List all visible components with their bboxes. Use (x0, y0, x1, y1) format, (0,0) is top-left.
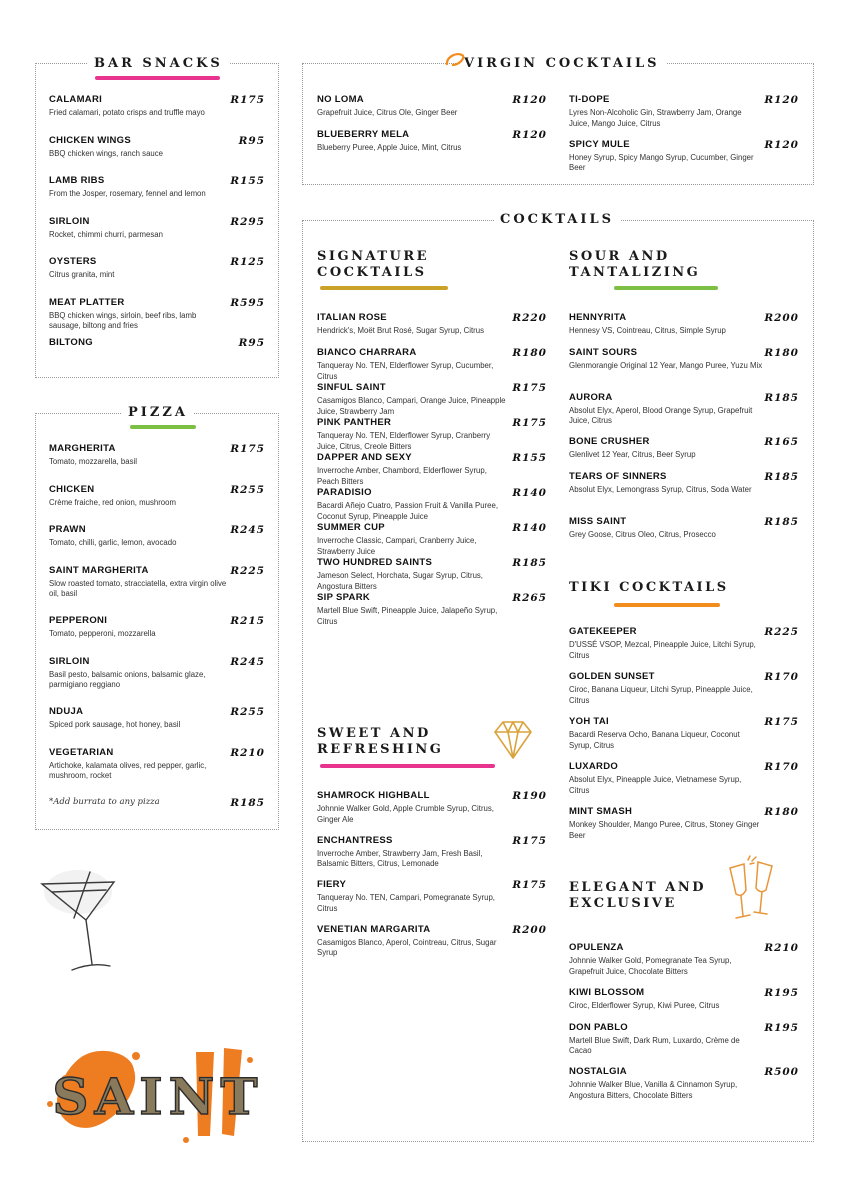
menu-item-name: OPULENZA (569, 942, 624, 953)
menu-item-name: SIP SPARK (317, 592, 371, 603)
menu-item-name: NDUJA (49, 706, 84, 717)
menu-item (569, 139, 799, 174)
signature-brush (320, 286, 448, 290)
menu-item-price: R180 (764, 347, 799, 359)
menu-item (569, 761, 799, 796)
menu-item (317, 129, 547, 154)
menu-item-price: R180 (764, 806, 799, 818)
menu-item-name: GOLDEN SUNSET (569, 671, 655, 682)
menu-item (569, 392, 799, 427)
menu-item-desc: Tomato, chilli, garlic, lemon, avocado (49, 538, 177, 547)
menu-item (569, 312, 799, 337)
menu-item-name: KIWI BLOSSOM (569, 986, 645, 998)
menu-item (317, 790, 547, 825)
pizza-note: *Add burrata to any pizza (49, 797, 160, 807)
menu-item-desc: Tanqueray No. TEN, Elderflower Syrup, Cucumber, Citrus (317, 361, 494, 381)
menu-item (569, 516, 799, 541)
menu-item-desc: Inverroche Amber, Chambord, Elderflower Syrup, Peach Bitters (317, 466, 487, 486)
menu-item-desc: Slow roasted tomato, stracciatella, extra virgin olive oil, basil (49, 578, 227, 598)
menu-item-desc: Crème fraiche, red onion, mushroom (49, 497, 176, 507)
menu-item-name: GATEKEEPER (569, 626, 637, 637)
menu-item-desc: Ciroc, Banana Liqueur, Litchi Syrup, Pineapple Juice, Citrus (569, 685, 753, 705)
bar-snacks-brush (95, 76, 220, 80)
menu-item-desc: Basil pesto, balsamic onions, balsamic glaze, parmigiano reggiano (49, 669, 206, 689)
menu-item (569, 436, 799, 461)
menu-item-price: R120 (764, 94, 799, 106)
menu-item-price: R95 (238, 134, 265, 147)
menu-item-desc: Honey Syrup, Spicy Mango Syrup, Cucumber, Ginger Beer (569, 152, 754, 172)
virgin-title: VIRGIN COCKTAILS (458, 56, 666, 71)
menu-item-name: LUXARDO (569, 761, 619, 772)
menu-item-price: R190 (512, 790, 547, 802)
elegant-heading: ELEGANT AND EXCLUSIVE (569, 880, 706, 911)
menu-item-name: YOH TAI (569, 716, 609, 727)
menu-item-name: TI-DOPE (569, 94, 610, 105)
menu-item (317, 557, 547, 592)
menu-item-desc: Casamigos Blanco, Aperol, Cointreau, Citrus, Sugar Syrup (317, 937, 497, 957)
menu-item-price: R140 (512, 487, 547, 499)
menu-item (317, 94, 547, 119)
champagne-glasses-icon (720, 854, 790, 926)
menu-item-price: R210 (764, 942, 799, 954)
menu-item (569, 671, 799, 706)
orange-swirl-icon (444, 51, 468, 69)
menu-item-price: R295 (230, 215, 265, 228)
menu-item-name: DAPPER AND SEXY (317, 452, 412, 463)
pizza-title: PIZZA (122, 405, 194, 420)
menu-item (569, 94, 799, 129)
menu-item-price: R175 (230, 94, 265, 106)
menu-item-name: HENNYRITA (569, 312, 627, 323)
menu-item (317, 835, 547, 870)
menu-item-price: R185 (764, 471, 799, 483)
menu-item (49, 175, 265, 200)
menu-item (49, 297, 265, 332)
menu-item-price: R255 (230, 483, 265, 496)
menu-item (317, 382, 547, 417)
menu-item-desc: Tomato, pepperoni, mozzarella (49, 629, 156, 638)
menu-item (569, 942, 799, 977)
menu-item (49, 256, 265, 281)
sour-brush (614, 286, 718, 290)
menu-item-name: SUMMER CUP (317, 522, 385, 533)
menu-item-price: R140 (512, 522, 547, 534)
menu-item-desc: Tomato, mozzarella, basil (49, 457, 137, 466)
menu-item (49, 656, 265, 691)
menu-item-desc: Grey Goose, Citrus Oleo, Citrus, Prosecco (569, 529, 716, 539)
pizza-note-price: R185 (230, 797, 265, 809)
menu-item-desc: Lyres Non-Alcoholic Gin, Strawberry Jam, Orange Juice, Mango Juice, Citrus (569, 108, 742, 128)
menu-item-desc: Rocket, chimmi churri, parmesan (49, 229, 163, 239)
menu-item-price: R200 (512, 923, 547, 936)
menu-item-name: ITALIAN ROSE (317, 312, 387, 323)
menu-item-name: PARADISIO (317, 487, 372, 498)
menu-item-desc: Spiced pork sausage, hot honey, basil (49, 720, 181, 729)
menu-item-name: PRAWN (49, 524, 86, 535)
menu-item-name: DON PABLO (569, 1021, 628, 1033)
menu-item-price: R175 (512, 417, 547, 429)
menu-item-desc: Johnnie Walker Gold, Apple Crumble Syrup, Citrus, Ginger Ale (317, 804, 494, 824)
menu-item-desc: Glenlivet 12 Year, Citrus, Beer Syrup (569, 450, 696, 459)
menu-item (317, 487, 547, 522)
menu-item-price: R185 (764, 391, 799, 404)
menu-item-desc: Glenmorangie Original 12 Year, Mango Puree, Yuzu Mix (569, 361, 763, 370)
menu-item-name: SIRLOIN (49, 655, 90, 667)
menu-item-name: OYSTERS (49, 256, 97, 267)
menu-item-desc: Ciroc, Elderflower Syrup, Kiwi Puree, Citrus (569, 1000, 720, 1010)
pizza-note-row (49, 797, 265, 807)
menu-item-name: BIANCO CHARRARA (317, 347, 417, 358)
menu-item (49, 135, 265, 160)
menu-item-price: R225 (230, 564, 265, 577)
menu-item-price: R175 (512, 834, 547, 847)
menu-item (317, 879, 547, 914)
menu-item-price: R245 (230, 524, 265, 536)
menu-item-name: CALAMARI (49, 94, 103, 105)
menu-item (49, 706, 265, 731)
menu-item-name: SHAMROCK HIGHBALL (317, 790, 430, 801)
menu-item-desc: D'USSÉ VSOP, Mezcal, Pineapple Juice, Litchi Syrup, Citrus (569, 640, 756, 660)
menu-item (569, 347, 799, 372)
menu-item-desc: BBQ chicken wings, ranch sauce (49, 148, 163, 158)
menu-item-price: R125 (230, 256, 265, 268)
menu-item-name: BLUEBERRY MELA (317, 129, 410, 140)
menu-item-name: CHICKEN (49, 483, 95, 495)
menu-item-price: R175 (512, 382, 547, 394)
menu-item-price: R120 (512, 129, 547, 141)
menu-item-name: SINFUL SAINT (317, 382, 386, 393)
menu-item-price: R120 (512, 94, 547, 106)
menu-item (317, 417, 547, 452)
menu-item (317, 312, 547, 337)
menu-item-desc: Absolut Elyx, Pineapple Juice, Vietnamese Syrup, Citrus (569, 775, 742, 795)
menu-item-price: R175 (764, 716, 799, 728)
pizza-brush (130, 425, 196, 429)
menu-item-name: SPICY MULE (569, 138, 630, 150)
menu-item-desc: Citrus granita, mint (49, 270, 115, 279)
menu-item-price: R185 (512, 557, 547, 569)
menu-item-desc: Jameson Select, Horchata, Sugar Syrup, Citrus, Angostura Bitters (317, 571, 483, 591)
menu-item-name: LAMB RIBS (49, 175, 105, 186)
menu-item (569, 716, 799, 751)
menu-item (569, 626, 799, 661)
menu-item (317, 452, 547, 487)
menu-item-name: TWO HUNDRED SAINTS (317, 557, 433, 568)
menu-item-name: BILTONG (49, 337, 93, 348)
menu-item-name: TEARS OF SINNERS (569, 471, 667, 482)
sour-heading: SOUR AND TANTALIZING (569, 249, 701, 280)
menu-item-price: R210 (230, 746, 265, 759)
menu-item-desc: Monkey Shoulder, Mango Puree, Citrus, Stoney Ginger Beer (569, 820, 760, 840)
diamond-icon (487, 718, 537, 766)
menu-item (49, 443, 265, 468)
sweet-brush (320, 764, 495, 768)
menu-item-desc: Bacardi Añejo Cuatro, Passion Fruit & Vanilla Puree, Coconut Syrup, Pineapple Juice (317, 501, 499, 521)
cocktails-title: COCKTAILS (494, 212, 620, 227)
menu-item-desc: Grapefruit Juice, Citrus Ole, Ginger Beer (317, 108, 458, 117)
menu-item-desc: Hendrick's, Moët Brut Rosé, Sugar Syrup, Citrus (317, 326, 485, 335)
menu-item (317, 924, 547, 959)
menu-item-desc: Tanqueray No. TEN, Campari, Pomegranate Syrup, Citrus (317, 893, 495, 913)
menu-item-price: R120 (764, 138, 799, 151)
menu-item-name: PINK PANTHER (317, 417, 392, 428)
menu-item-price: R170 (764, 671, 799, 683)
martini-glass-icon (30, 862, 125, 980)
menu-item-desc: Casamigos Blanco, Campari, Orange Juice, Pineapple Juice, Strawberry Jam (317, 396, 506, 416)
menu-item-price: R180 (512, 347, 547, 359)
menu-item (49, 565, 265, 600)
menu-item (569, 471, 799, 496)
menu-item (569, 806, 799, 841)
menu-item-price: R225 (764, 626, 799, 638)
menu-item-desc: Tanqueray No. TEN, Elderflower Syrup, Cranberry Juice, Citrus, Creole Bitters (317, 431, 491, 451)
menu-item-price: R155 (230, 175, 265, 187)
menu-item-name: VENETIAN MARGARITA (317, 923, 431, 935)
sweet-heading: SWEET AND REFRESHING (317, 726, 444, 757)
menu-item-desc: Johnnie Walker Blue, Vanilla & Cinnamon Syrup, Angostura Bitters, Chocolate Bitters (569, 1080, 738, 1100)
menu-item-desc: Absolut Elyx, Lemongrass Syrup, Citrus, Soda Water (569, 485, 752, 494)
menu-item (49, 337, 265, 348)
menu-item-price: R245 (230, 655, 265, 668)
menu-item-price: R95 (238, 337, 265, 349)
menu-item-name: NO LOMA (317, 94, 364, 105)
menu-item-price: R195 (764, 986, 799, 999)
menu-item (317, 347, 547, 382)
menu-item-desc: BBQ chicken wings, sirloin, beef ribs, lamb sausage, biltong and fries (49, 310, 197, 330)
menu-item-name: NOSTALGIA (569, 1066, 627, 1077)
menu-item-price: R195 (764, 1021, 799, 1034)
menu-item (569, 987, 799, 1012)
menu-item-price: R175 (230, 443, 265, 455)
menu-item-name: MISS SAINT (569, 515, 627, 527)
menu-item-price: R500 (764, 1066, 799, 1078)
menu-item-name: SAINT SOURS (569, 347, 638, 358)
menu-item-name: MEAT PLATTER (49, 296, 125, 308)
menu-item-name: SIRLOIN (49, 215, 90, 227)
menu-item-name: SAINT MARGHERITA (49, 564, 149, 576)
menu-item (49, 484, 265, 509)
menu-item (49, 216, 265, 241)
menu-item-price: R200 (764, 312, 799, 324)
menu-item-desc: Artichoke, kalamata olives, red pepper, garlic, mushroom, rocket (49, 760, 207, 780)
menu-item-name: CHICKEN WINGS (49, 134, 132, 146)
menu-item-name: VEGETARIAN (49, 746, 114, 758)
menu-item-price: R265 (512, 592, 547, 604)
menu-item (49, 615, 265, 640)
menu-item-desc: Inverroche Classic, Campari, Cranberry Juice, Strawberry Juice (317, 536, 477, 556)
menu-item-price: R595 (230, 296, 265, 309)
menu-item (317, 592, 547, 627)
menu-item (569, 1022, 799, 1057)
menu-item-name: PEPPERONI (49, 615, 108, 626)
menu-item-price: R155 (512, 452, 547, 464)
menu-item (49, 94, 265, 119)
menu-item-name: FIERY (317, 879, 347, 890)
menu-item-desc: Absolut Elyx, Aperol, Blood Orange Syrup, Grapefruit Juice, Citrus (569, 405, 753, 425)
menu-item (49, 747, 265, 782)
bar-snacks-title: BAR SNACKS (88, 56, 229, 71)
menu-item-name: BONE CRUSHER (569, 436, 650, 447)
menu-item-desc: Martell Blue Swift, Dark Rum, Luxardo, Crème de Cacao (569, 1035, 740, 1055)
menu-item-desc: Fried calamari, potato crisps and truffle mayo (49, 108, 205, 117)
menu-item-desc: Martell Blue Swift, Pineapple Juice, Jalapeño Syrup, Citrus (317, 606, 498, 626)
tiki-brush (614, 603, 720, 607)
saint-logo-text: SAINT (52, 1067, 264, 1126)
menu-item (317, 522, 547, 557)
menu-item-price: R220 (512, 312, 547, 324)
menu-item-desc: Blueberry Puree, Apple Juice, Mint, Citrus (317, 143, 462, 152)
menu-item-name: MARGHERITA (49, 443, 116, 454)
menu-item-price: R185 (764, 515, 799, 528)
menu-item-desc: Johnnie Walker Gold, Pomegranate Tea Syrup, Grapefruit Juice, Chocolate Bitters (569, 956, 732, 976)
menu-item-price: R170 (764, 761, 799, 773)
menu-item-desc: Inverroche Amber, Strawberry Jam, Fresh Basil, Balsamic Bitters, Citrus, Lemonade (317, 848, 483, 868)
menu-item-desc: Bacardi Reserva Ocho, Banana Liqueur, Coconut Syrup, Citrus (569, 730, 740, 750)
menu-item-price: R175 (512, 879, 547, 891)
saint-logo-paint (36, 1040, 280, 1146)
menu-item-name: MINT SMASH (569, 806, 633, 817)
menu-item-desc: Hennesy VS, Cointreau, Citrus, Simple Syrup (569, 326, 726, 335)
tiki-heading: TIKI COCKTAILS (569, 580, 729, 595)
menu-item (49, 524, 265, 549)
menu-item (569, 1066, 799, 1101)
menu-item-name: AURORA (569, 391, 613, 403)
menu-item-name: ENCHANTRESS (317, 834, 393, 846)
menu-item-desc: From the Josper, rosemary, fennel and lemon (49, 189, 206, 198)
signature-heading: SIGNATURE COCKTAILS (317, 249, 430, 280)
menu-item-price: R255 (230, 706, 265, 718)
menu-item-price: R215 (230, 615, 265, 627)
menu-item-price: R165 (764, 436, 799, 448)
